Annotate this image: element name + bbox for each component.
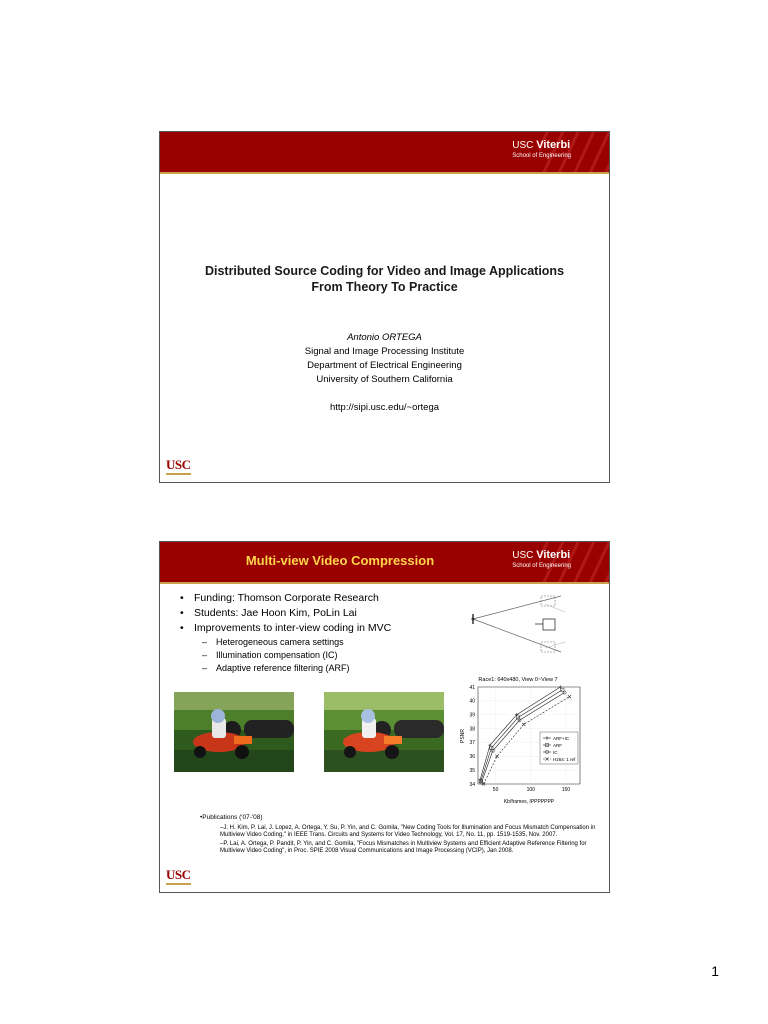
affiliation-line: Signal and Image Processing Institute [304, 346, 465, 357]
slide-2-banner [160, 542, 609, 582]
bullet-item: • Funding: Thomson Corporate Research [180, 591, 391, 606]
slide-2 [159, 541, 610, 893]
x-tick-label: 100 [526, 787, 535, 793]
view-ray [473, 596, 561, 619]
banner-rule [160, 172, 609, 174]
usc-footer-logo: USC [166, 867, 191, 882]
legend-label: ARF+IC [553, 735, 570, 741]
banner-rule [160, 582, 609, 584]
publication-entry: –J. H. Kim, P. Lai, J. Lopez, A. Ortega, Y. Su, P. Yin, and C. Gomila, "New Coding Tools for Illumination and Focus Mismatch Compensation in Multiview Video Coding," in IEEE Trans. Circuits and Systems for Video Technology, Vol. 17, No. 11, pp. 1519-1535, Nov. 2007. [220, 825, 596, 838]
author-url[interactable]: http://sipi.usc.edu/~ortega [329, 402, 440, 413]
sub-bullet-list [202, 636, 350, 675]
camera-box [543, 619, 555, 630]
y-tick-label: 40 [469, 698, 475, 705]
title-line-2: From Theory To Practice [311, 280, 458, 294]
publications-block [200, 814, 600, 857]
slide-2-title: Multi-view Video Compression [245, 553, 435, 568]
bullet-item: • Students: Jae Hoon Kim, PoLin Lai [180, 606, 391, 621]
slide-1-title [160, 263, 609, 295]
chart-x-axis-label: Kb/frames, IPPPPPPP [503, 799, 555, 805]
chart-legend [540, 732, 578, 764]
affiliation-line: Department of Electrical Engineering [307, 360, 462, 371]
sub-bullet-item: – Adaptive reference filtering (ARF) [202, 662, 350, 675]
legend-label: ARF [553, 742, 562, 748]
publications-heading: •Publications ('07-'08) [200, 814, 263, 821]
sub-bullet-item: – Heterogeneous camera settings [202, 636, 350, 649]
kart-photo-left [174, 692, 294, 772]
bullet-list [180, 591, 391, 636]
sub-bullet-item: – Illumination compensation (IC) [202, 649, 350, 662]
x-tick-label: 150 [561, 787, 571, 793]
y-tick-label: 34 [469, 781, 475, 788]
chart-title: Race1: 640x480, View 0~View 7 [478, 677, 558, 683]
camera-setup-diagram [461, 592, 571, 672]
slide-1-banner [160, 132, 609, 172]
y-tick-label: 36 [469, 754, 475, 761]
y-tick-label: 37 [469, 740, 475, 747]
camera-icon [472, 618, 475, 621]
bullet-item: • Improvements to inter-view coding in MVC [180, 621, 391, 636]
author-block [160, 331, 609, 387]
chart-y-axis-label: PSNR [460, 729, 466, 743]
y-tick-label: 35 [469, 767, 475, 774]
y-tick-label: 38 [469, 726, 475, 733]
page-number: 1 [711, 963, 719, 979]
legend-label: IC [553, 749, 558, 755]
slide-1 [159, 131, 610, 483]
x-tick-label: 50 [492, 787, 499, 793]
title-line-1: Distributed Source Coding for Video and Image Applications [204, 264, 565, 278]
y-tick-label: 41 [469, 684, 475, 691]
usc-footer-logo: USC [166, 457, 191, 472]
label-line [545, 604, 565, 612]
author-name: Antonio ORTEGA [347, 332, 422, 343]
psnr-chart [456, 674, 586, 806]
y-tick-label: 39 [469, 712, 475, 719]
publication-entry: –P. Lai, A. Ortega, P. Pandit, P. Yin, and C. Gomila, "Focus Mismatches in Multiview Systems and Efficient Adaptive Reference Filtering for Multiview Video Coding", in Proc. SPIE 2008 Visual Communications and Image Processing (VCIP), Jan 2008. [220, 841, 587, 854]
affiliation-line: University of Southern California [316, 374, 453, 385]
legend-label: H264: 1 ref [553, 756, 576, 762]
usc-viterbi-logo: USC Viterbi School of Engineering [512, 549, 571, 569]
kart-photo-right [324, 692, 444, 772]
usc-viterbi-logo: USC Viterbi School of Engineering [512, 139, 571, 159]
